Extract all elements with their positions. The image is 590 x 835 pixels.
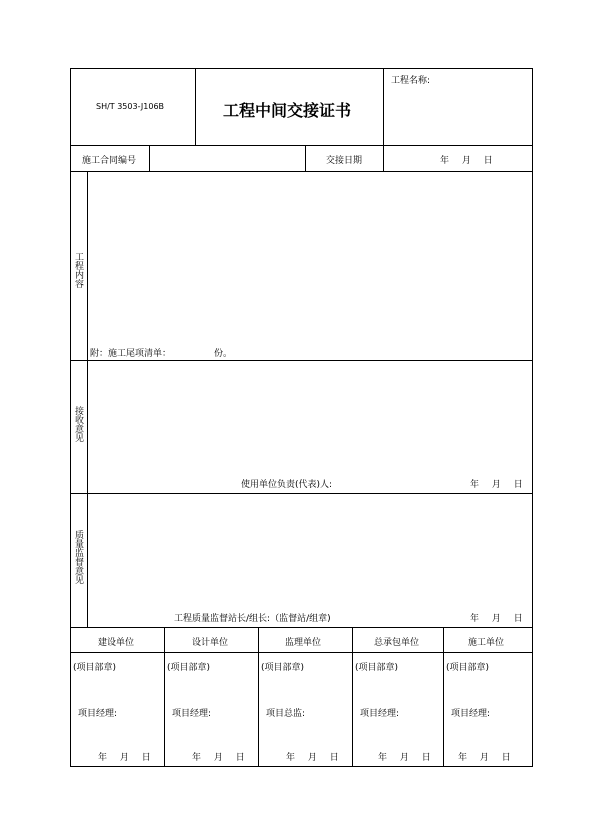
- unit-seal: (项目部章): [446, 663, 490, 673]
- unit-seal: (项目部章): [261, 663, 305, 673]
- section-work-label: 工程内容: [73, 252, 83, 288]
- work-content-area[interactable]: [90, 174, 530, 344]
- document-title: 工程中间交接证书: [223, 101, 352, 120]
- unit-manager-label: 项目经理:: [78, 709, 118, 719]
- divider: [149, 145, 150, 171]
- divider: [70, 145, 533, 146]
- divider: [305, 145, 306, 171]
- project-name-label: 工程名称:: [391, 76, 431, 86]
- divider: [383, 68, 384, 146]
- acceptance-date: 年 月 日: [470, 480, 523, 490]
- border-top: [70, 68, 533, 69]
- unit-date: 年 月 日: [192, 753, 245, 763]
- divider: [70, 493, 533, 494]
- divider: [70, 627, 533, 628]
- section-quality-label: 质量监督意见: [73, 530, 83, 584]
- contract-number-label: 施工合同编号: [82, 156, 137, 166]
- divider: [70, 171, 533, 172]
- handover-date-value[interactable]: 年 月 日: [440, 156, 493, 166]
- unit-manager-label: 项目经理:: [451, 709, 491, 719]
- unit-date: 年 月 日: [98, 753, 151, 763]
- unit-seal: (项目部章): [167, 663, 211, 673]
- divider: [258, 627, 259, 767]
- quality-opinion-area[interactable]: [90, 496, 530, 606]
- unit-seal: (项目部章): [355, 663, 399, 673]
- section-accept-label: 接收意见: [73, 406, 83, 442]
- unit-manager-label: 项目总监:: [266, 709, 306, 719]
- quality-date: 年 月 日: [470, 614, 523, 624]
- contract-number-field[interactable]: [151, 147, 304, 170]
- unit-name-construction: 建设单位: [98, 638, 135, 648]
- divider: [443, 627, 444, 767]
- divider: [352, 627, 353, 767]
- unit-name-construction-contractor: 施工单位: [468, 638, 505, 648]
- divider: [383, 145, 384, 171]
- attachment-unit: 份。: [214, 349, 233, 359]
- unit-name-general-contractor: 总承包单位: [374, 638, 420, 648]
- border-left: [70, 68, 71, 767]
- unit-name-supervision: 监理单位: [285, 638, 322, 648]
- handover-date-label: 交接日期: [326, 156, 363, 166]
- border-right: [532, 68, 533, 767]
- divider: [195, 68, 196, 146]
- acceptance-area[interactable]: [90, 363, 530, 473]
- attachment-text: 附：施工尾项清单：: [90, 349, 172, 359]
- divider: [70, 652, 533, 653]
- unit-seal: (项目部章): [73, 663, 117, 673]
- divider: [87, 171, 88, 628]
- form-code: SH/T 3503-J106B: [96, 102, 165, 111]
- unit-name-design: 设计单位: [192, 638, 229, 648]
- unit-date: 年 月 日: [286, 753, 339, 763]
- quality-sign-label: 工程质量监督站长/组长:（监督站/组章): [174, 614, 331, 624]
- unit-manager-label: 项目经理:: [172, 709, 212, 719]
- unit-date: 年 月 日: [458, 753, 511, 763]
- unit-manager-label: 项目经理:: [360, 709, 400, 719]
- divider: [70, 360, 533, 361]
- user-representative-label: 使用单位负责(代表)人:: [241, 480, 333, 490]
- divider: [164, 627, 165, 767]
- unit-date: 年 月 日: [378, 753, 431, 763]
- border-bottom: [70, 766, 533, 767]
